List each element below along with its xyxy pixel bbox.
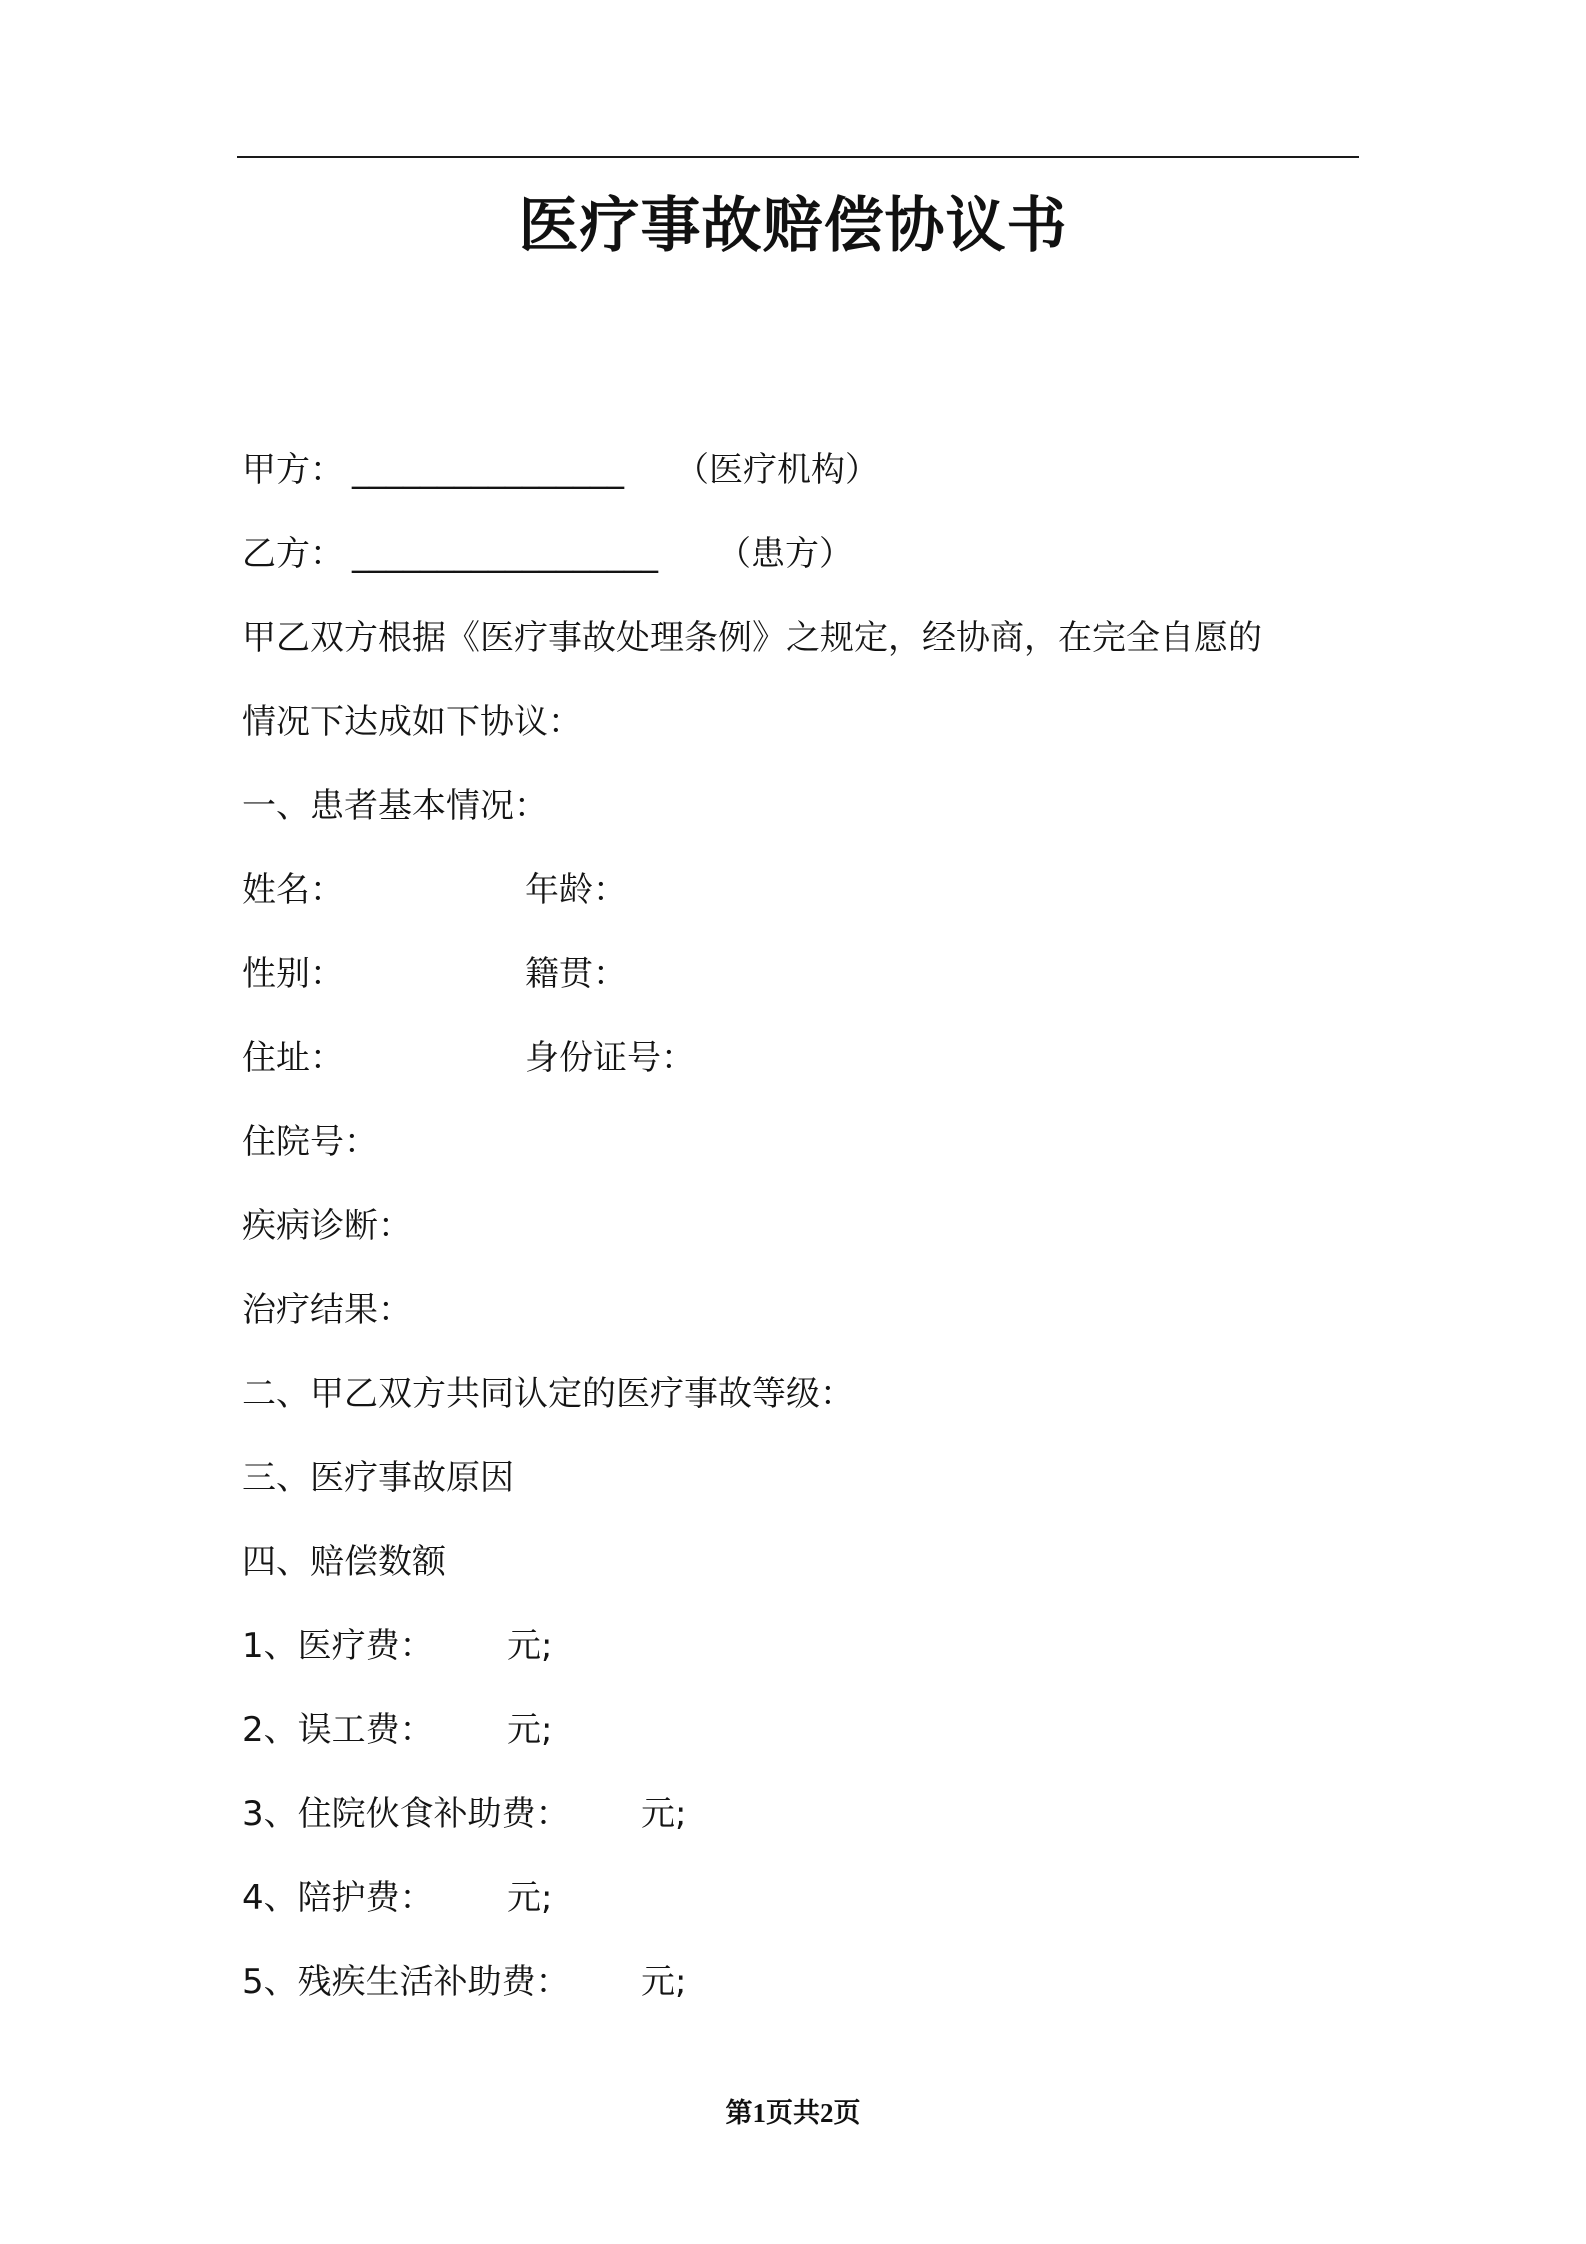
party-b-blank: __________________ (352, 534, 658, 574)
intro-line-1: 甲乙双方根据《医疗事故处理条例》之规定，经协商，在完全自愿的 (242, 618, 1262, 658)
section4-heading: 四、赔偿数额 (242, 1542, 446, 1582)
field-address-label: 住址： (242, 1038, 344, 1078)
intro-line-2: 情况下达成如下协议： (242, 702, 582, 742)
compensation-item-unit: 元; (641, 1794, 687, 1834)
field-name-label: 姓名： (242, 870, 344, 910)
header-rule (237, 156, 1359, 158)
compensation-item-unit: 元; (641, 1962, 687, 2002)
footer-page-number: 1 (752, 2098, 766, 2128)
compensation-item-label: 4、陪护费： (242, 1878, 434, 1918)
field-age-label: 年龄： (525, 870, 627, 910)
party-a-label: 甲方： (242, 450, 344, 490)
field-id-number-label: 身份证号： (525, 1038, 695, 1078)
compensation-item-label: 3、住院伙食补助费： (242, 1794, 570, 1834)
section3-heading: 三、医疗事故原因 (242, 1458, 514, 1498)
field-treatment-result-label: 治疗结果： (242, 1290, 412, 1330)
footer-middle: 页共 (766, 2098, 820, 2129)
compensation-item-unit: 元; (507, 1626, 553, 1666)
field-diagnosis-label: 疾病诊断： (242, 1206, 412, 1246)
footer-suffix: 页 (833, 2098, 861, 2129)
footer-prefix: 第 (725, 2098, 753, 2129)
section1-heading: 一、患者基本情况： (242, 786, 548, 826)
field-gender-label: 性别： (242, 954, 344, 994)
compensation-item-label: 2、误工费： (242, 1710, 434, 1750)
section2-heading: 二、甲乙双方共同认定的医疗事故等级： (242, 1374, 854, 1414)
compensation-item-unit: 元; (507, 1710, 553, 1750)
party-b-label: 乙方： (242, 534, 344, 574)
party-a-note: （医疗机构） (675, 450, 879, 490)
compensation-item-unit: 元; (507, 1878, 553, 1918)
field-admission-no-label: 住院号： (242, 1122, 378, 1162)
party-b-note: （患方） (717, 534, 853, 574)
page-footer (0, 2100, 1586, 2127)
compensation-item-label: 1、医疗费： (242, 1626, 434, 1666)
party-a-blank: ________________ (352, 450, 624, 490)
field-native-place-label: 籍贯： (525, 954, 627, 994)
compensation-item-label: 5、残疾生活补助费： (242, 1962, 570, 2002)
footer-total-pages: 2 (820, 2098, 834, 2128)
document-title: 医疗事故赔偿协议书 (518, 191, 1068, 261)
